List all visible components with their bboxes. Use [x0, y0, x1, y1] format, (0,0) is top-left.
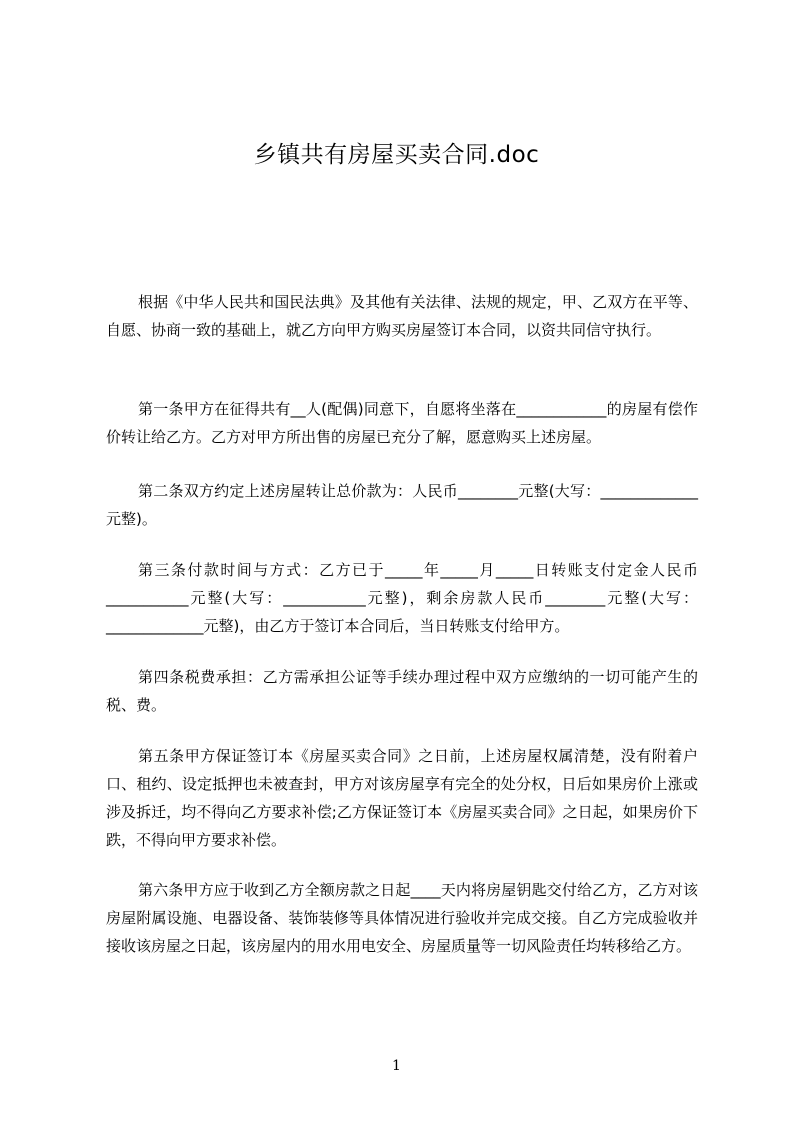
- article-2-paragraph: 第二条双方约定上述房屋转让总价款为：人民币________元整(大写：_____________元整)。: [106, 482, 698, 528]
- article-5-paragraph: 第五条甲方保证签订本《房屋买卖合同》之日前，上述房屋权属清楚，没有附着户口、租约、设定抵押也未被查封，甲方对该房屋享有完全的处分权，日后如果房价上涨或涉及拆迁，均不得向乙方要求补偿;乙方保证签订本《房屋买卖合同》之日起，如果房价下跌，不得向甲方要求补偿。: [106, 747, 698, 849]
- document-title: 乡镇共有房屋买卖合同.doc: [253, 142, 540, 168]
- article-6-paragraph: 第六条甲方应于收到乙方全额房款之日起____天内将房屋钥匙交付给乙方，乙方对该房屋附属设施、电器设备、装饰装修等具体情况进行验收并完成交接。自乙方完成验收并接收该房屋之日起，该房屋内的用水用电安全、房屋质量等一切风险责任均转移给乙方。: [106, 881, 698, 955]
- article-4-paragraph: 第四条税费承担：乙方需承担公证等手续办理过程中双方应缴纳的一切可能产生的税、费。: [106, 668, 698, 714]
- page-number: 1: [392, 1058, 401, 1074]
- article-3-paragraph: 第三条付款时间与方式：乙方已于_____年_____月_____日转账支付定金人民币___________元整(大写：___________元整)，剩余房款人民币________元整(大写：_____________元整)，由乙方于签订本合同后，当日转账支付给甲方。: [106, 561, 698, 635]
- article-1-paragraph: 第一条甲方在征得共有__人(配偶)同意下，自愿将坐落在____________的房屋有偿作价转让给乙方。乙方对甲方所出售的房屋已充分了解，愿意购买上述房屋。: [106, 400, 698, 446]
- preamble-paragraph: 根据《中华人民共和国民法典》及其他有关法律、法规的规定，甲、乙双方在平等、自愿、协商一致的基础上，就乙方向甲方购买房屋签订本合同，以资共同信守执行。: [106, 293, 698, 339]
